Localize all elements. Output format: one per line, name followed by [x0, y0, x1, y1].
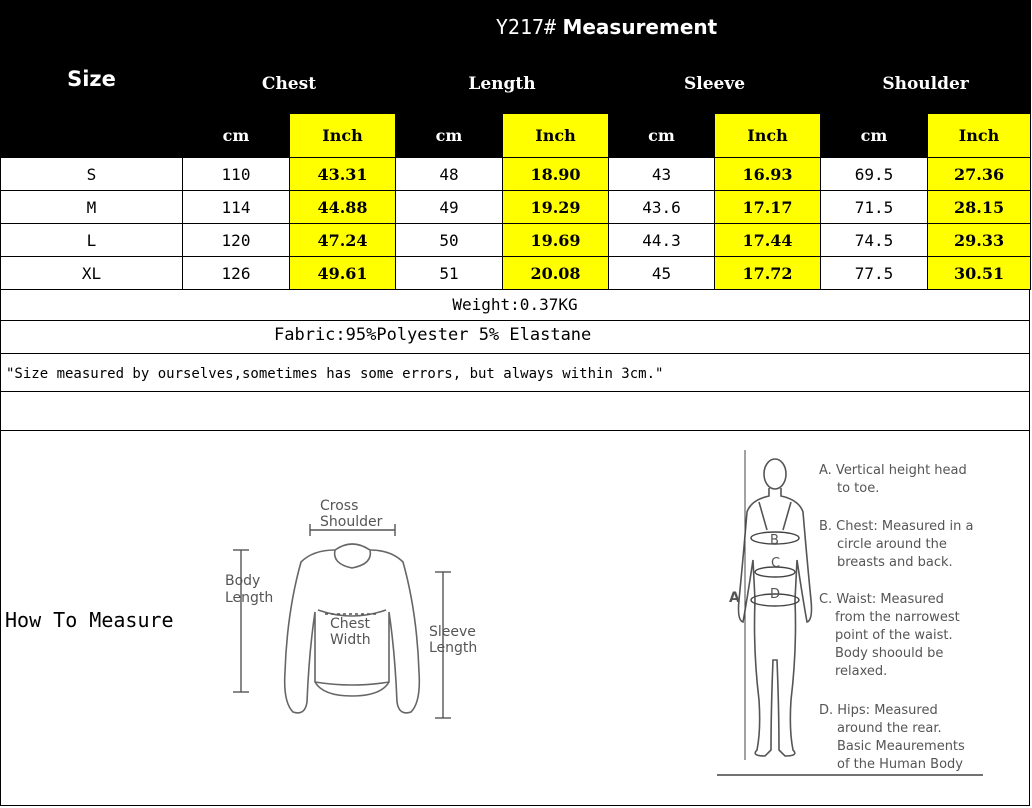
- table-row: [1, 158, 1031, 191]
- shoulder-inch-cell: 29.33: [928, 224, 1031, 257]
- chest-cm-cell: 126: [183, 257, 290, 290]
- unit-inch: Inch: [290, 114, 396, 158]
- size-table: [0, 0, 1031, 290]
- table-row: [1, 257, 1031, 290]
- blank-row: [0, 392, 1030, 431]
- legend-b: circle around the: [837, 537, 947, 552]
- group-chest: Chest: [183, 54, 396, 114]
- chest-cm-cell: 110: [183, 158, 290, 191]
- length-cm-cell: 51: [396, 257, 503, 290]
- length-inch-cell: 18.90: [503, 158, 609, 191]
- length-inch-cell: 19.69: [503, 224, 609, 257]
- shoulder-cm-cell: 77.5: [821, 257, 928, 290]
- chest-width-label: Width: [330, 632, 371, 648]
- note-row: "Size measured by ourselves,sometimes has some errors, but always within 3cm.": [0, 354, 1030, 392]
- sleeve-cm-cell: 44.3: [609, 224, 715, 257]
- chest-inch-cell: 43.31: [290, 158, 396, 191]
- legend-d: Basic Meaurements: [837, 739, 965, 754]
- shirt-diagram: [215, 492, 495, 730]
- title-word: Measurement: [562, 15, 718, 39]
- chest-cm-cell: 114: [183, 191, 290, 224]
- cross-shoulder-label: Shoulder: [320, 514, 383, 530]
- sleeve-cm-cell: 43.6: [609, 191, 715, 224]
- unit-inch: Inch: [928, 114, 1031, 158]
- sleeve-cm-cell: 43: [609, 158, 715, 191]
- how-to-measure-label: How To Measure: [5, 608, 174, 632]
- title-code: Y217#: [495, 15, 557, 39]
- marker-a: A: [729, 590, 740, 606]
- legend-c: relaxed.: [835, 664, 888, 679]
- sleeve-inch-cell: 16.93: [715, 158, 821, 191]
- shoulder-inch-cell: 28.15: [928, 191, 1031, 224]
- chest-inch-cell: 47.24: [290, 224, 396, 257]
- group-length: Length: [396, 54, 609, 114]
- legend-d: around the rear.: [837, 721, 942, 736]
- length-cm-cell: 50: [396, 224, 503, 257]
- sleeve-cm-cell: 45: [609, 257, 715, 290]
- legend-c: Body shoould be: [835, 646, 944, 661]
- legend-c: from the narrowest: [835, 610, 960, 625]
- marker-d: D: [770, 587, 781, 602]
- weight-row: Weight:0.37KG: [0, 288, 1030, 321]
- legend-d: of the Human Body: [837, 757, 963, 772]
- shoulder-cm-cell: 71.5: [821, 191, 928, 224]
- length-cm-cell: 48: [396, 158, 503, 191]
- legend-c: C. Waist: Measured: [819, 592, 944, 607]
- group-shoulder: Shoulder: [821, 54, 1031, 114]
- length-inch-cell: 19.29: [503, 191, 609, 224]
- size-header: Size: [1, 1, 183, 158]
- shoulder-inch-cell: 27.36: [928, 158, 1031, 191]
- legend-b: B. Chest: Measured in a: [819, 519, 974, 534]
- marker-c: C: [771, 556, 781, 571]
- size-cell: XL: [1, 257, 183, 290]
- sleeve-length-label: Length: [429, 640, 478, 656]
- chest-cm-cell: 120: [183, 224, 290, 257]
- body-length-label: Body: [225, 573, 261, 589]
- human-figure-icon: [739, 459, 812, 756]
- unit-cm: cm: [183, 114, 290, 158]
- shoulder-cm-cell: 69.5: [821, 158, 928, 191]
- fabric-row: Fabric:95%Polyester 5% Elastane: [0, 321, 1030, 354]
- table-row: [1, 224, 1031, 257]
- size-cell: L: [1, 224, 183, 257]
- body-diagram: [715, 450, 1015, 780]
- unit-inch: Inch: [715, 114, 821, 158]
- legend-b: breasts and back.: [837, 555, 953, 570]
- group-sleeve: Sleeve: [609, 54, 821, 114]
- unit-inch: Inch: [503, 114, 609, 158]
- unit-cm: cm: [821, 114, 928, 158]
- legend-d: D. Hips: Measured: [819, 703, 938, 718]
- shoulder-cm-cell: 74.5: [821, 224, 928, 257]
- shoulder-inch-cell: 30.51: [928, 257, 1031, 290]
- table-row: [1, 191, 1031, 224]
- chest-width-label: Chest: [330, 616, 371, 632]
- sleeve-inch-cell: 17.17: [715, 191, 821, 224]
- unit-cm: cm: [396, 114, 503, 158]
- marker-b: B: [770, 533, 779, 548]
- size-cell: M: [1, 191, 183, 224]
- table-title: [183, 1, 1031, 54]
- chest-inch-cell: 49.61: [290, 257, 396, 290]
- sleeve-inch-cell: 17.72: [715, 257, 821, 290]
- legend-a: A. Vertical height head: [819, 463, 967, 478]
- length-inch-cell: 20.08: [503, 257, 609, 290]
- legend-c: point of the waist.: [835, 628, 953, 643]
- body-length-label: Length: [225, 590, 274, 606]
- chest-inch-cell: 44.88: [290, 191, 396, 224]
- legend-a: to toe.: [837, 481, 880, 496]
- cross-shoulder-label: Cross: [320, 498, 359, 514]
- unit-cm: cm: [609, 114, 715, 158]
- length-cm-cell: 49: [396, 191, 503, 224]
- size-cell: S: [1, 158, 183, 191]
- sleeve-inch-cell: 17.44: [715, 224, 821, 257]
- sleeve-length-label: Sleeve: [429, 624, 476, 640]
